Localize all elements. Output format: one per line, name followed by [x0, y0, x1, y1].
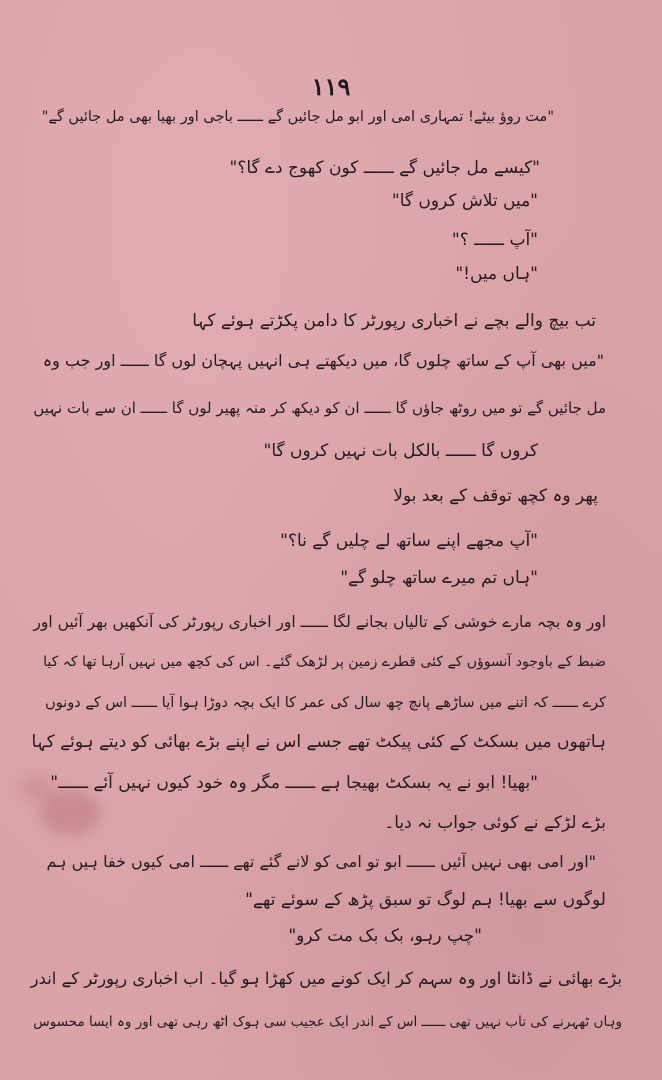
- text-line: کروں گا ــــــ بالکل بات نہیں کروں گا": [263, 441, 538, 461]
- text-line: بڑے لڑکے نے کوئی جواب نہ دیا۔: [384, 813, 606, 833]
- text-line: کرے ــــــ کہ اتنے میں ساڑھے پانچ چھ سال کی عمر کا ایک بچہ دوڑا ہوا آیا ــــــ اس کے دونوں: [45, 695, 606, 711]
- text-line: "بھیا! ابو نے یہ بسکٹ بھیجا ہے ــــــ مگر وہ خود کیوں نہیں آئے ــــــ": [50, 773, 538, 793]
- text-line: "میں بھی آپ کے ساتھ چلوں گا، میں دیکھتے ہی انہیں پہچان لوں گا ــــــ اور جب وہ: [42, 351, 604, 370]
- text-line: اور وہ بچہ مارے خوشی کے تالیاں بجانے لگا ــــــ اور اخباری رپورٹر کی آنکھیں بھر آئیں اور: [33, 613, 606, 631]
- text-line: "چپ رہو، بک بک مت کرو": [288, 926, 482, 946]
- text-line: لوگوں سے بھیا! ہم لوگ تو سبق پڑھ کے سوئے تھے": [245, 890, 606, 910]
- text-line: "مت روؤ بیٹے! تمہاری امی اور ابو مل جائیں گے ــــــ باجی اور بھیا بھی مل جائیں گے": [41, 109, 554, 125]
- text-line: تب بیچ والے بچے نے اخباری رپورٹر کا دامن پکڑتے ہوئے کہا: [192, 311, 596, 331]
- text-line: "ہاں میں!": [455, 264, 538, 284]
- text-line: "اور امی بھی نہیں آئیں ــــــ ابو تو امی کو لانے گئے تھے ــــــ امی کیوں خفا ہیں ہم: [46, 852, 596, 871]
- text-line: "ہاں تم میرے ساتھ چلو گے": [340, 568, 538, 588]
- text-line: "آپ مجھے اپنے ساتھ لے چلیں گے نا؟": [280, 531, 538, 551]
- text-line: وہاں ٹھہرنے کی تاب نہیں تھی ــــــ اس کے اندر ایک عجیب سی ہوک اٹھ رہی تھی اور وہ ایسا محسوس: [33, 1014, 622, 1030]
- text-line: "آپ ــــــ ؟": [451, 230, 538, 250]
- text-line: پھر وہ کچھ توقف کے بعد بولا: [393, 486, 598, 506]
- text-line: "میں تلاش کروں گا": [391, 191, 538, 211]
- page-number: ۱۱۹: [311, 72, 351, 101]
- page-stain: [20, 775, 54, 801]
- text-line: ضبط کے باوجود آنسوؤں کے کئی قطرے زمین پر لڑھک گئے۔ اس کی کچھ میں نہیں آرہا تھا کہ کیا: [43, 654, 606, 670]
- text-line: بڑے بھائی نے ڈانٹا اور وہ سہم کر ایک کونے میں کھڑا ہو گیا۔ اب اخباری رپورٹر کے اندر: [30, 969, 622, 988]
- text-line: ہاتھوں میں بسکٹ کے کئی پیکٹ تھے جسے اس نے اپنے بڑے بھائی کو دیتے ہوئے کہا: [31, 732, 606, 752]
- text-line: مل جائیں گے تو میں روٹھ جاؤں گا ــــــ ان کو دیکھ کر منہ پھیر لوں گا ــــــ ان سے بات نہیں: [33, 399, 606, 417]
- text-line: "کیسے مل جائیں گے ــــــ کون کھوج دے گا؟": [229, 158, 540, 178]
